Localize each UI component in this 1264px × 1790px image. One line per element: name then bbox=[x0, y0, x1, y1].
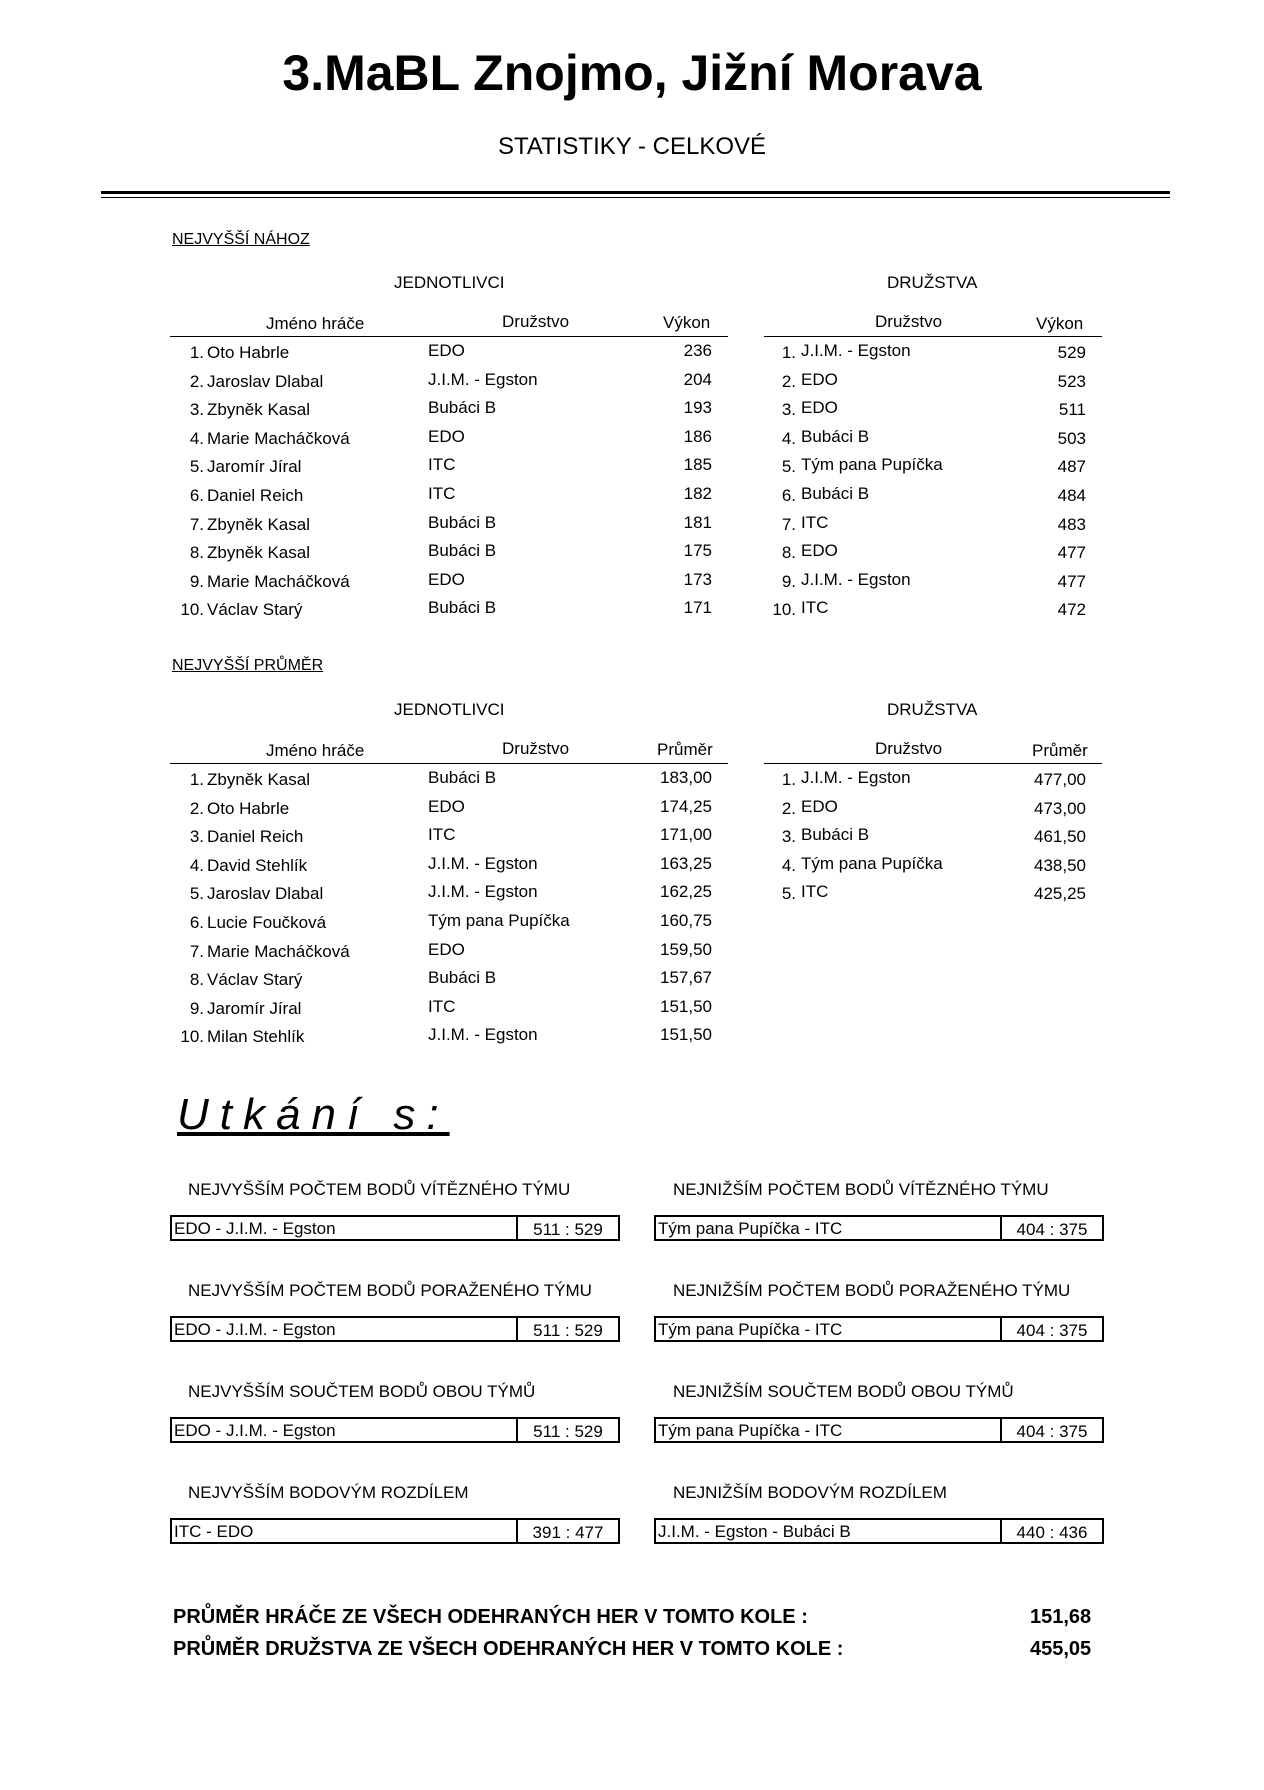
rank: 5. bbox=[781, 457, 796, 477]
player-name: Marie Macháčková bbox=[207, 941, 350, 961]
rank: 3. bbox=[189, 827, 204, 847]
team-value: 483 bbox=[1057, 514, 1086, 534]
utkani-match: ITC - EDO bbox=[174, 1522, 254, 1541]
player-value: 173 bbox=[683, 569, 712, 589]
team-name: EDO bbox=[801, 541, 838, 561]
player-value: 171 bbox=[683, 598, 712, 618]
summary-player-value: 151,68 bbox=[1030, 1606, 1092, 1628]
team-name: ITC bbox=[801, 598, 829, 618]
utkani-match: Tým pana Pupíčka - ITC bbox=[658, 1320, 843, 1339]
player-team: J.I.M. - Egston bbox=[428, 369, 538, 389]
player-name: Jaroslav Dlabal bbox=[207, 884, 324, 904]
player-value: 159,50 bbox=[660, 939, 712, 959]
utkani-label: NEJNIŽŠÍM POČTEM BODŮ PORAŽENÉHO TÝMU bbox=[673, 1281, 1071, 1300]
player-name: Daniel Reich bbox=[207, 827, 304, 847]
player-team: ITC bbox=[428, 996, 456, 1016]
team-value: 461,50 bbox=[1034, 827, 1086, 847]
team-name: Bubáci B bbox=[801, 484, 870, 503]
player-team: J.I.M. - Egston bbox=[428, 853, 538, 873]
player-name: Oto Habrle bbox=[207, 343, 290, 362]
utkani-score: 391 : 477 bbox=[516, 1520, 618, 1542]
team-value: 477 bbox=[1057, 543, 1086, 563]
utkani-match: EDO - J.I.M. - Egston bbox=[174, 1421, 336, 1440]
team-value: 477 bbox=[1057, 571, 1086, 591]
team-value: 487 bbox=[1057, 457, 1086, 477]
summary-player-label: PRŮMĚR HRÁČE ZE VŠECH ODEHRANÝCH HER V TOMTO KOLE : bbox=[173, 1606, 808, 1628]
player-value: 151,50 bbox=[660, 1025, 712, 1045]
prumer-header-team: Družstvo bbox=[502, 739, 570, 758]
utkani-result-box bbox=[170, 1215, 620, 1241]
page-subtitle: STATISTIKY - CELKOVÉ bbox=[497, 133, 767, 160]
utkani-label: NEJVYŠŠÍM BODOVÝM ROZDÍLEM bbox=[188, 1483, 469, 1502]
player-value: 163,25 bbox=[660, 853, 712, 873]
prumer-individuals-header-line bbox=[170, 763, 728, 764]
team-name: Tým pana Pupíčka bbox=[801, 853, 943, 873]
player-team: EDO bbox=[428, 796, 465, 816]
nahoz-header-name: Jméno hráče bbox=[266, 314, 365, 333]
player-team: Bubáci B bbox=[428, 512, 497, 532]
player-team: J.I.M. - Egston bbox=[428, 882, 538, 902]
rank: 2. bbox=[189, 371, 204, 391]
player-value: 186 bbox=[683, 426, 712, 446]
player-team: Bubáci B bbox=[428, 598, 497, 618]
team-value: 425,25 bbox=[1034, 884, 1086, 904]
utkani-result-box bbox=[654, 1316, 1104, 1342]
player-name: Zbyněk Kasal bbox=[207, 400, 310, 420]
rank: 8. bbox=[189, 970, 204, 990]
player-value: 193 bbox=[683, 398, 712, 418]
team-name: ITC bbox=[801, 882, 829, 902]
team-name: EDO bbox=[801, 796, 838, 816]
player-team: Bubáci B bbox=[428, 541, 497, 561]
utkani-label: NEJVYŠŠÍM POČTEM BODŮ PORAŽENÉHO TÝMU bbox=[188, 1281, 592, 1300]
player-value: 160,75 bbox=[660, 911, 712, 930]
player-team: Tým pana Pupíčka bbox=[428, 911, 570, 930]
player-name: David Stehlík bbox=[207, 855, 308, 875]
utkani-match: J.I.M. - Egston - Bubáci B bbox=[658, 1522, 851, 1541]
rank: 9. bbox=[189, 998, 204, 1018]
summary-team-value: 455,05 bbox=[1030, 1638, 1092, 1660]
team-name: Bubáci B bbox=[801, 825, 870, 845]
prumer-individuals-title: JEDNOTLIVCI bbox=[394, 700, 505, 719]
prumer-header-name: Jméno hráče bbox=[266, 741, 365, 760]
rank: 2. bbox=[781, 371, 796, 391]
utkani-score: 511 : 529 bbox=[516, 1419, 618, 1441]
utkani-match: Tým pana Pupíčka - ITC bbox=[658, 1421, 843, 1440]
rank: 1. bbox=[781, 343, 796, 362]
rank: 1. bbox=[189, 343, 204, 362]
player-team: EDO bbox=[428, 939, 465, 959]
nahoz-individuals-header-line bbox=[170, 336, 728, 337]
rank: 7. bbox=[189, 514, 204, 534]
utkani-result-box bbox=[654, 1215, 1104, 1241]
rank: 10. bbox=[180, 1027, 204, 1047]
player-value: 181 bbox=[683, 512, 712, 532]
player-name: Daniel Reich bbox=[207, 486, 304, 505]
utkani-score: 404 : 375 bbox=[1000, 1419, 1102, 1441]
player-team: EDO bbox=[428, 426, 465, 446]
nahoz-teams-header-value: Výkon bbox=[1036, 314, 1084, 333]
player-name: Zbyněk Kasal bbox=[207, 543, 310, 563]
team-name: J.I.M. - Egston bbox=[801, 341, 911, 360]
team-value: 511 bbox=[1058, 400, 1086, 420]
utkani-score: 511 : 529 bbox=[516, 1217, 618, 1239]
rank: 7. bbox=[781, 514, 796, 534]
nahoz-teams-title: DRUŽSTVA bbox=[887, 273, 978, 292]
player-team: EDO bbox=[428, 341, 465, 360]
prumer-teams-header-line bbox=[764, 763, 1102, 764]
utkani-score: 404 : 375 bbox=[1000, 1318, 1102, 1340]
rank: 6. bbox=[189, 913, 204, 932]
header-rule bbox=[101, 191, 1170, 194]
player-value: 236 bbox=[683, 341, 712, 360]
nahoz-individuals-title: JEDNOTLIVCI bbox=[394, 273, 505, 292]
utkani-score: 511 : 529 bbox=[516, 1318, 618, 1340]
rank: 6. bbox=[781, 486, 796, 505]
utkani-label: NEJNIŽŠÍM POČTEM BODŮ VÍTĚZNÉHO TÝMU bbox=[673, 1180, 1049, 1199]
team-name: EDO bbox=[801, 398, 838, 418]
prumer-header-value: Průměr bbox=[657, 740, 713, 759]
header-rule-thin bbox=[101, 197, 1170, 198]
team-value: 473,00 bbox=[1034, 798, 1086, 818]
player-value: 182 bbox=[683, 484, 712, 503]
player-team: J.I.M. - Egston bbox=[428, 1025, 538, 1045]
player-team: ITC bbox=[428, 825, 456, 845]
player-name: Lucie Foučková bbox=[207, 913, 327, 932]
rank: 8. bbox=[189, 543, 204, 563]
rank: 3. bbox=[781, 400, 796, 420]
rank: 7. bbox=[189, 941, 204, 961]
rank: 4. bbox=[189, 428, 204, 448]
player-value: 171,00 bbox=[660, 825, 712, 845]
rank: 1. bbox=[781, 770, 796, 789]
prumer-teams-title: DRUŽSTVA bbox=[887, 700, 978, 719]
team-value: 472 bbox=[1057, 600, 1086, 620]
team-name: Tým pana Pupíčka bbox=[801, 455, 943, 475]
player-value: 175 bbox=[683, 541, 712, 561]
rank: 5. bbox=[781, 884, 796, 904]
player-value: 157,67 bbox=[660, 968, 712, 988]
utkani-score: 404 : 375 bbox=[1000, 1217, 1102, 1239]
rank: 5. bbox=[189, 457, 204, 477]
player-team: Bubáci B bbox=[428, 398, 497, 418]
nahoz-header-team: Družstvo bbox=[502, 312, 570, 331]
player-team: ITC bbox=[428, 484, 456, 503]
rank: 9. bbox=[781, 571, 796, 591]
rank: 6. bbox=[189, 486, 204, 505]
utkani-match: EDO - J.I.M. - Egston bbox=[174, 1320, 336, 1339]
team-name: EDO bbox=[801, 369, 838, 389]
player-team: Bubáci B bbox=[428, 768, 497, 787]
utkani-result-box bbox=[654, 1518, 1104, 1544]
rank: 9. bbox=[189, 571, 204, 591]
prumer-teams-header-value: Průměr bbox=[1032, 741, 1088, 760]
page-title: 3.MaBL Znojmo, Jižní Morava bbox=[282, 45, 982, 101]
team-name: Bubáci B bbox=[801, 426, 870, 446]
player-team: EDO bbox=[428, 569, 465, 589]
player-name: Zbyněk Kasal bbox=[207, 514, 310, 534]
rank: 4. bbox=[781, 855, 796, 875]
player-value: 204 bbox=[683, 369, 712, 389]
rank: 4. bbox=[189, 855, 204, 875]
player-name: Marie Macháčková bbox=[207, 571, 350, 591]
team-name: ITC bbox=[801, 512, 829, 532]
rank: 3. bbox=[189, 400, 204, 420]
prumer-teams-header-team: Družstvo bbox=[875, 739, 943, 758]
player-name: Milan Stehlík bbox=[207, 1027, 305, 1047]
player-name: Václav Starý bbox=[207, 600, 303, 620]
rank: 10. bbox=[180, 600, 204, 620]
utkani-match: Tým pana Pupíčka - ITC bbox=[658, 1219, 843, 1238]
rank: 2. bbox=[189, 798, 204, 818]
utkani-label: NEJVYŠŠÍM POČTEM BODŮ VÍTĚZNÉHO TÝMU bbox=[188, 1180, 571, 1199]
utkani-heading: Utkání s: bbox=[177, 1090, 450, 1139]
section-title-prumer: NEJVYŠŠÍ PRŮMĚR bbox=[172, 657, 324, 674]
player-name: Václav Starý bbox=[207, 970, 303, 990]
team-value: 529 bbox=[1057, 343, 1086, 362]
rank: 1. bbox=[189, 770, 204, 789]
player-team: Bubáci B bbox=[428, 968, 497, 988]
player-value: 174,25 bbox=[660, 796, 712, 816]
player-value: 162,25 bbox=[660, 882, 712, 902]
team-value: 484 bbox=[1057, 486, 1086, 505]
player-value: 183,00 bbox=[660, 768, 712, 787]
team-value: 503 bbox=[1057, 428, 1086, 448]
utkani-result-box bbox=[170, 1316, 620, 1342]
summary-team-label: PRŮMĚR DRUŽSTVA ZE VŠECH ODEHRANÝCH HER V TOMTO KOLE : bbox=[173, 1638, 844, 1660]
rank: 2. bbox=[781, 798, 796, 818]
player-name: Zbyněk Kasal bbox=[207, 770, 310, 789]
utkani-score: 440 : 436 bbox=[1000, 1520, 1102, 1542]
player-name: Marie Macháčková bbox=[207, 428, 350, 448]
nahoz-teams-header-line bbox=[764, 336, 1102, 337]
rank: 8. bbox=[781, 543, 796, 563]
utkani-label: NEJNIŽŠÍM BODOVÝM ROZDÍLEM bbox=[673, 1483, 947, 1502]
player-team: ITC bbox=[428, 455, 456, 475]
team-value: 477,00 bbox=[1034, 770, 1086, 789]
utkani-label: NEJNIŽŠÍM SOUČTEM BODŮ OBOU TÝMŮ bbox=[673, 1382, 1014, 1401]
rank: 3. bbox=[781, 827, 796, 847]
rank: 10. bbox=[772, 600, 796, 620]
utkani-result-box bbox=[170, 1518, 620, 1544]
team-name: J.I.M. - Egston bbox=[801, 768, 911, 787]
utkani-label: NEJVYŠŠÍM SOUČTEM BODŮ OBOU TÝMŮ bbox=[188, 1382, 536, 1401]
player-name: Oto Habrle bbox=[207, 798, 290, 818]
utkani-match: EDO - J.I.M. - Egston bbox=[174, 1219, 336, 1238]
nahoz-teams-header-team: Družstvo bbox=[875, 312, 943, 331]
nahoz-header-value: Výkon bbox=[663, 313, 711, 332]
rank: 5. bbox=[189, 884, 204, 904]
section-title-nahoz: NEJVYŠŠÍ NÁHOZ bbox=[172, 231, 310, 248]
player-value: 185 bbox=[683, 455, 712, 475]
utkani-result-box bbox=[654, 1417, 1104, 1443]
player-name: Jaroslav Dlabal bbox=[207, 371, 324, 391]
player-value: 151,50 bbox=[660, 996, 712, 1016]
player-name: Jaromír Jíral bbox=[207, 457, 302, 477]
team-name: J.I.M. - Egston bbox=[801, 569, 911, 589]
rank: 4. bbox=[781, 428, 796, 448]
team-value: 523 bbox=[1057, 371, 1086, 391]
team-value: 438,50 bbox=[1034, 855, 1086, 875]
utkani-result-box bbox=[170, 1417, 620, 1443]
player-name: Jaromír Jíral bbox=[207, 998, 302, 1018]
